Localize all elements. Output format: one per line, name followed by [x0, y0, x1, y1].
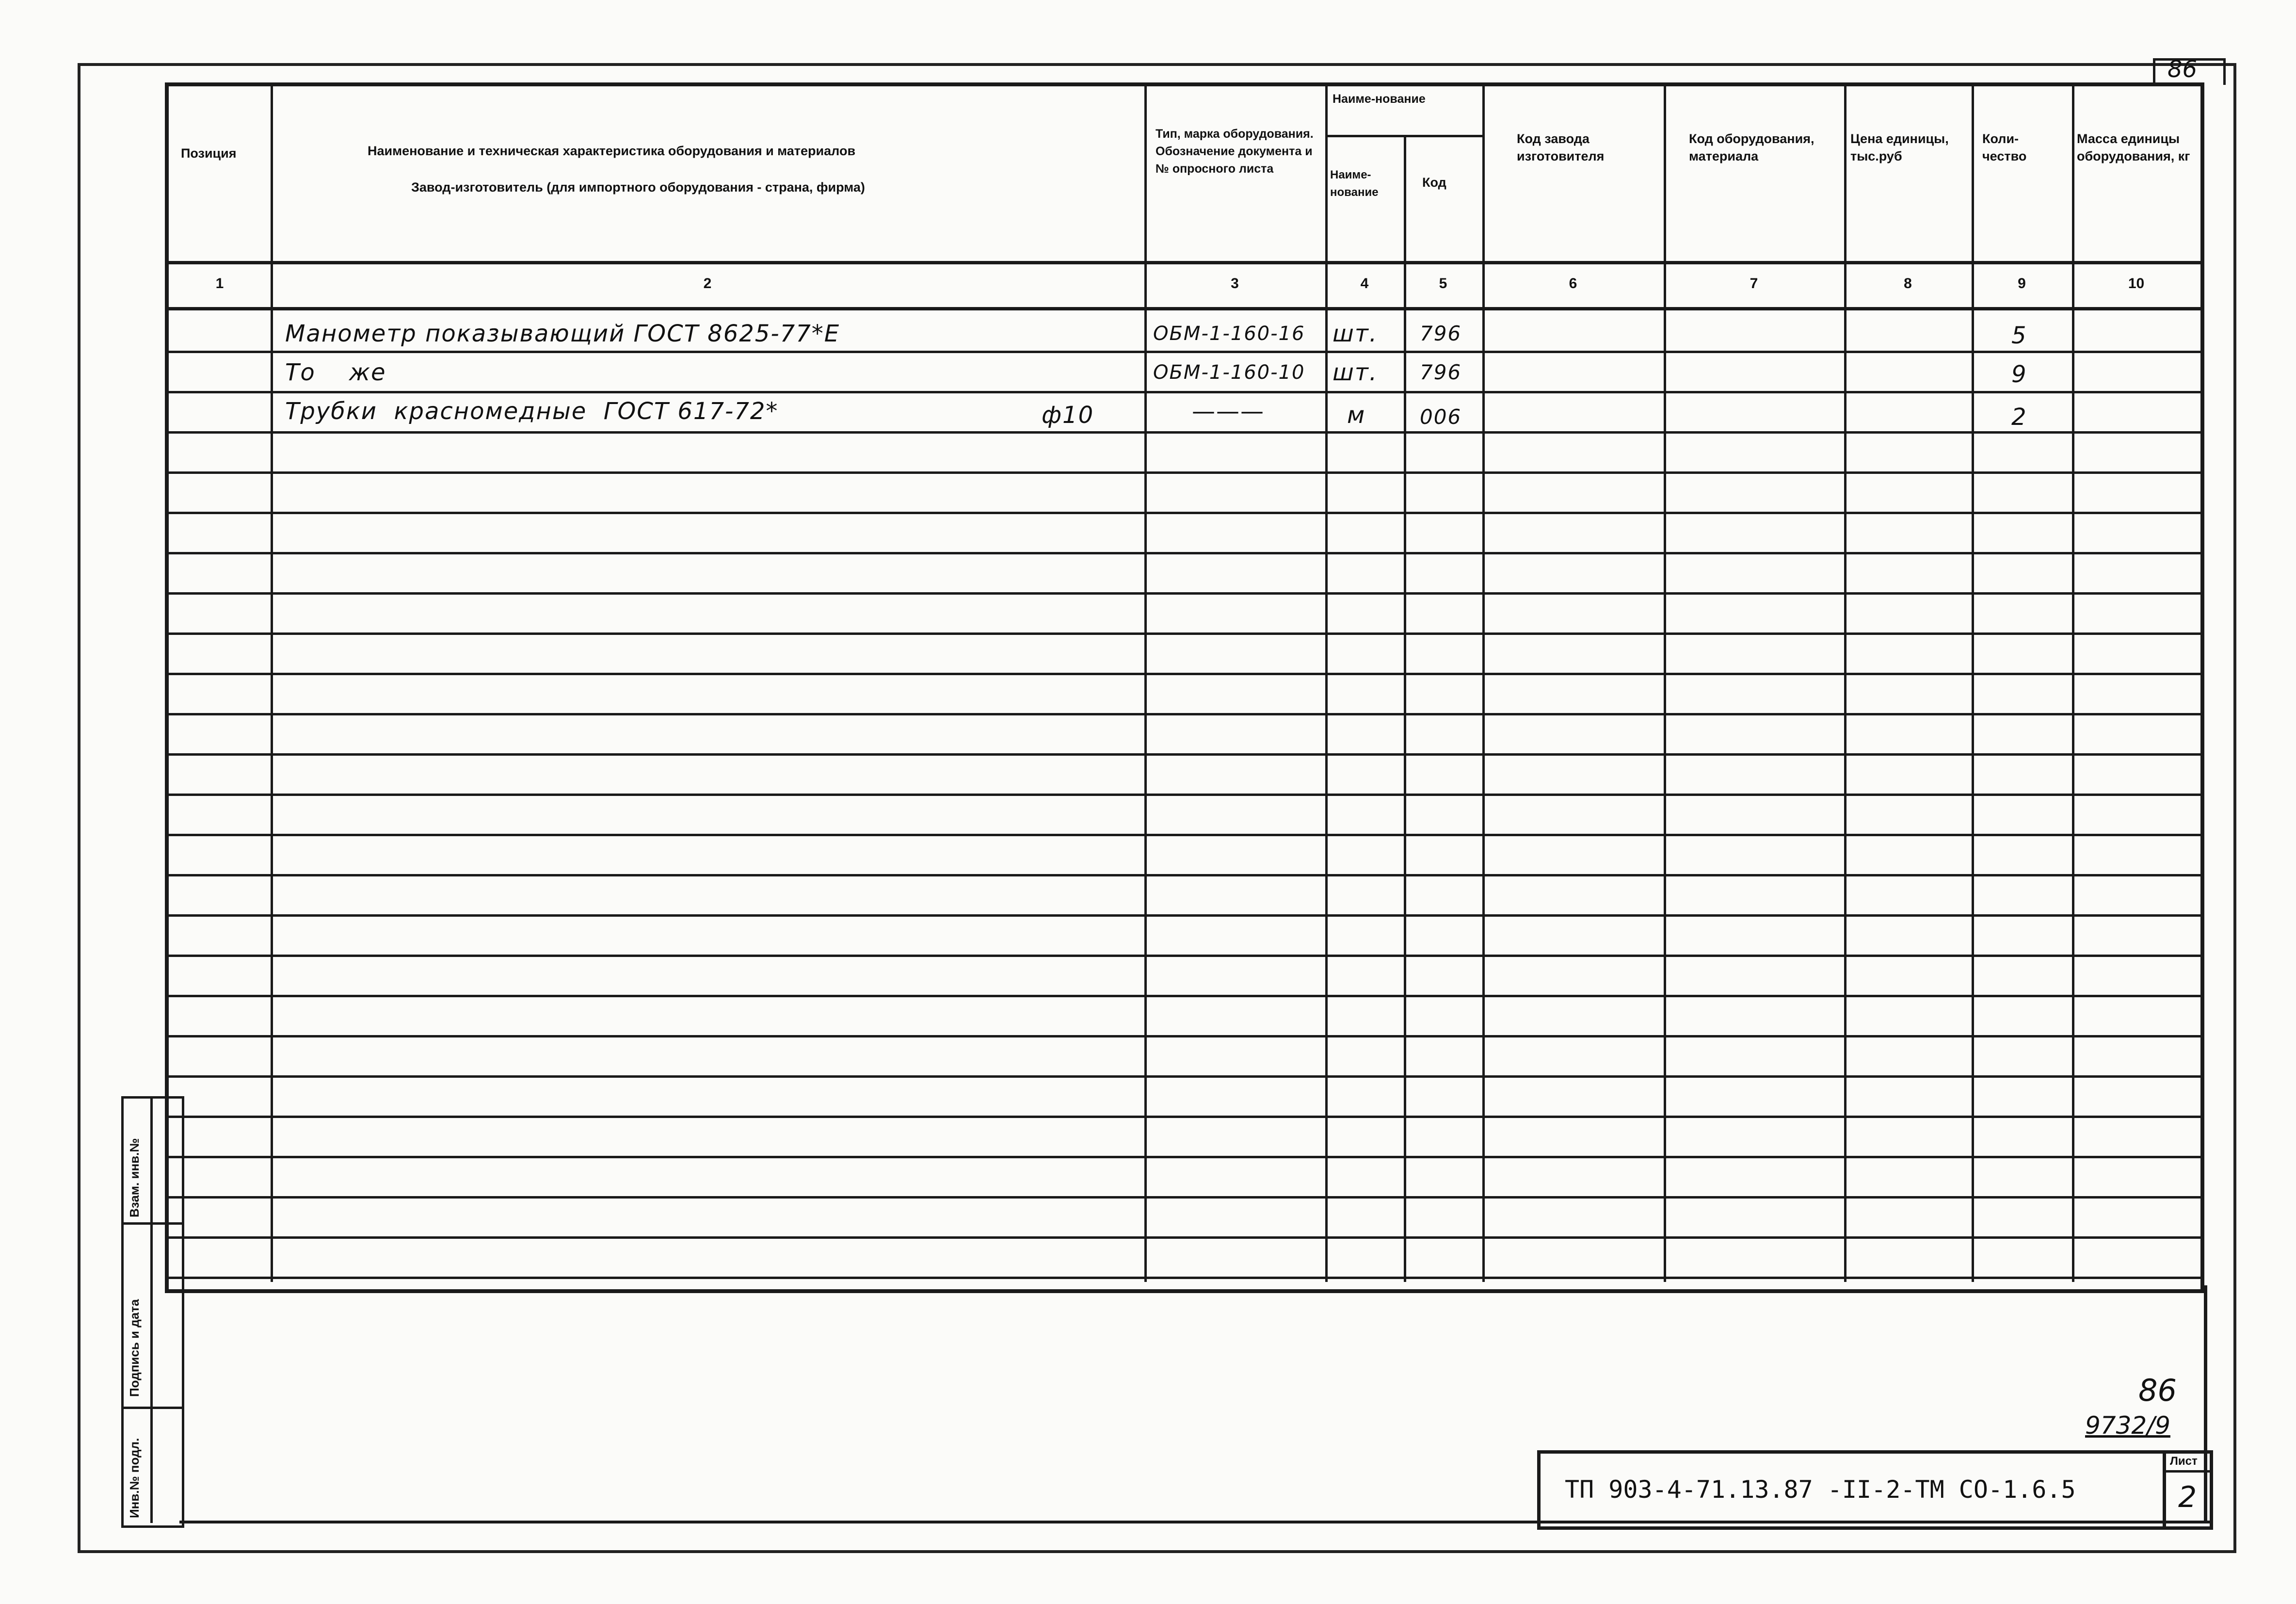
col-divider-8	[1972, 86, 1974, 1282]
table-row-line	[169, 1156, 2200, 1158]
table-row-line	[169, 1035, 2200, 1037]
row-3-code: 006	[1420, 405, 1462, 429]
header-name-line1: Наименование и техническая характеристика оборудования и материалов	[368, 144, 856, 158]
archive-number: 9732/9	[2085, 1411, 2170, 1440]
table-row-line	[169, 955, 2200, 957]
col-number-1: 1	[215, 275, 224, 292]
row-2-qty: 9	[2011, 361, 2027, 388]
table-row-line	[169, 351, 2200, 353]
stamp-signature-date: Подпись и дата	[127, 1299, 142, 1397]
row-2-name: То же	[285, 359, 386, 386]
table-row-line	[169, 471, 2200, 474]
table-row-line	[169, 1277, 2200, 1279]
header-unit-code: Код	[1422, 175, 1446, 190]
unit-group-divider	[1325, 135, 1482, 137]
header-equipment-code: Код оборудования, материала	[1689, 131, 1814, 163]
table-row-line	[169, 592, 2200, 595]
table-row-line	[169, 753, 2200, 756]
table-row-line	[169, 1236, 2200, 1239]
column-number-line	[169, 307, 2200, 310]
row-3-diameter: ф10	[1042, 402, 1094, 429]
sheet-value: 2	[2178, 1480, 2197, 1514]
table-row-line	[169, 874, 2200, 876]
table-row-line	[169, 1196, 2200, 1199]
table-row-line	[169, 995, 2200, 997]
col-divider-1	[271, 86, 273, 1282]
row-2-code: 796	[1420, 360, 1462, 384]
col-divider-2	[1144, 86, 1147, 1282]
header-quantity: Коли-чество	[1982, 131, 2027, 163]
table-row-line	[169, 673, 2200, 675]
row-1-qty: 5	[2011, 322, 2027, 349]
table-row-line	[169, 632, 2200, 635]
stamp-original-inventory: Инв.№ подл.	[127, 1438, 142, 1518]
col-divider-9	[2072, 86, 2074, 1282]
col-divider-7	[1844, 86, 1846, 1282]
row-1-type: ОБМ-1-160-16	[1153, 323, 1305, 345]
header-unit-name: Наиме-нование	[1330, 168, 1379, 199]
left-stamp-divider	[150, 1096, 153, 1523]
sheet-label: Лист	[2170, 1455, 2198, 1468]
row-1-unit: шт.	[1333, 320, 1378, 347]
left-stamp-sep-2	[121, 1407, 182, 1409]
stamp-replacement-inventory: Взам. инв.№	[127, 1138, 142, 1217]
sheet-number-box	[2163, 1450, 2213, 1530]
row-1-name: Манометр показывающий ГОСТ 8625-77*Е	[285, 320, 840, 347]
col-number-7: 7	[1750, 275, 1758, 292]
sheet-label-divider	[2166, 1470, 2210, 1473]
row-3-unit: м	[1347, 402, 1366, 429]
specification-table	[165, 82, 2204, 1293]
handwritten-sheet-number: 86	[2138, 1373, 2177, 1408]
table-row-line	[169, 1116, 2200, 1118]
table-row-line	[169, 834, 2200, 836]
header-mass: Масса единицы оборудования, кг	[2077, 131, 2190, 163]
corner-page-number: 86	[2168, 56, 2198, 83]
left-stamp-sep-1	[121, 1222, 182, 1225]
row-2-unit: шт.	[1333, 359, 1378, 386]
row-3-type: ———	[1192, 398, 1265, 425]
col-number-2: 2	[703, 275, 712, 292]
table-row-line	[169, 914, 2200, 917]
header-price: Цена единицы, тыс.руб	[1850, 131, 1949, 163]
header-type: Тип, марка оборудования. Обозначение документа и № опросного листа	[1156, 127, 1314, 176]
table-row-line	[169, 512, 2200, 514]
col-number-9: 9	[2018, 275, 2026, 292]
col-number-3: 3	[1231, 275, 1239, 292]
header-position: Позиция	[181, 146, 237, 161]
col-divider-3	[1325, 86, 1328, 1282]
table-row-line	[169, 1075, 2200, 1078]
row-3-name: Трубки красномедные ГОСТ 617-72*	[285, 398, 779, 425]
title-block	[1537, 1450, 2166, 1530]
row-1-code: 796	[1420, 322, 1462, 345]
table-row-line	[169, 794, 2200, 796]
header-unit-group: Наиме-нование	[1333, 92, 1426, 106]
col-number-4: 4	[1360, 275, 1369, 292]
row-2-type: ОБМ-1-160-10	[1153, 361, 1305, 384]
header-maker-code: Код завода изготовителя	[1517, 131, 1605, 163]
col-divider-6	[1664, 86, 1666, 1282]
row-3-qty: 2	[2011, 404, 2027, 431]
table-row-line	[169, 713, 2200, 715]
header-bottom-line	[169, 261, 2200, 264]
table-row-line	[169, 431, 2200, 434]
document-code: ТП 903-4-71.13.87 -II-2-ТМ СО-1.6.5	[1565, 1475, 2076, 1504]
col-divider-5	[1482, 86, 1485, 1282]
col-number-5: 5	[1439, 275, 1447, 292]
table-row-line	[169, 552, 2200, 554]
header-name-line2: Завод-изготовитель (для импортного оборудования - страна, фирма)	[411, 180, 865, 194]
col-number-10: 10	[2128, 275, 2145, 292]
table-row-line	[169, 391, 2200, 393]
col-number-8: 8	[1904, 275, 1912, 292]
col-number-6: 6	[1569, 275, 1577, 292]
